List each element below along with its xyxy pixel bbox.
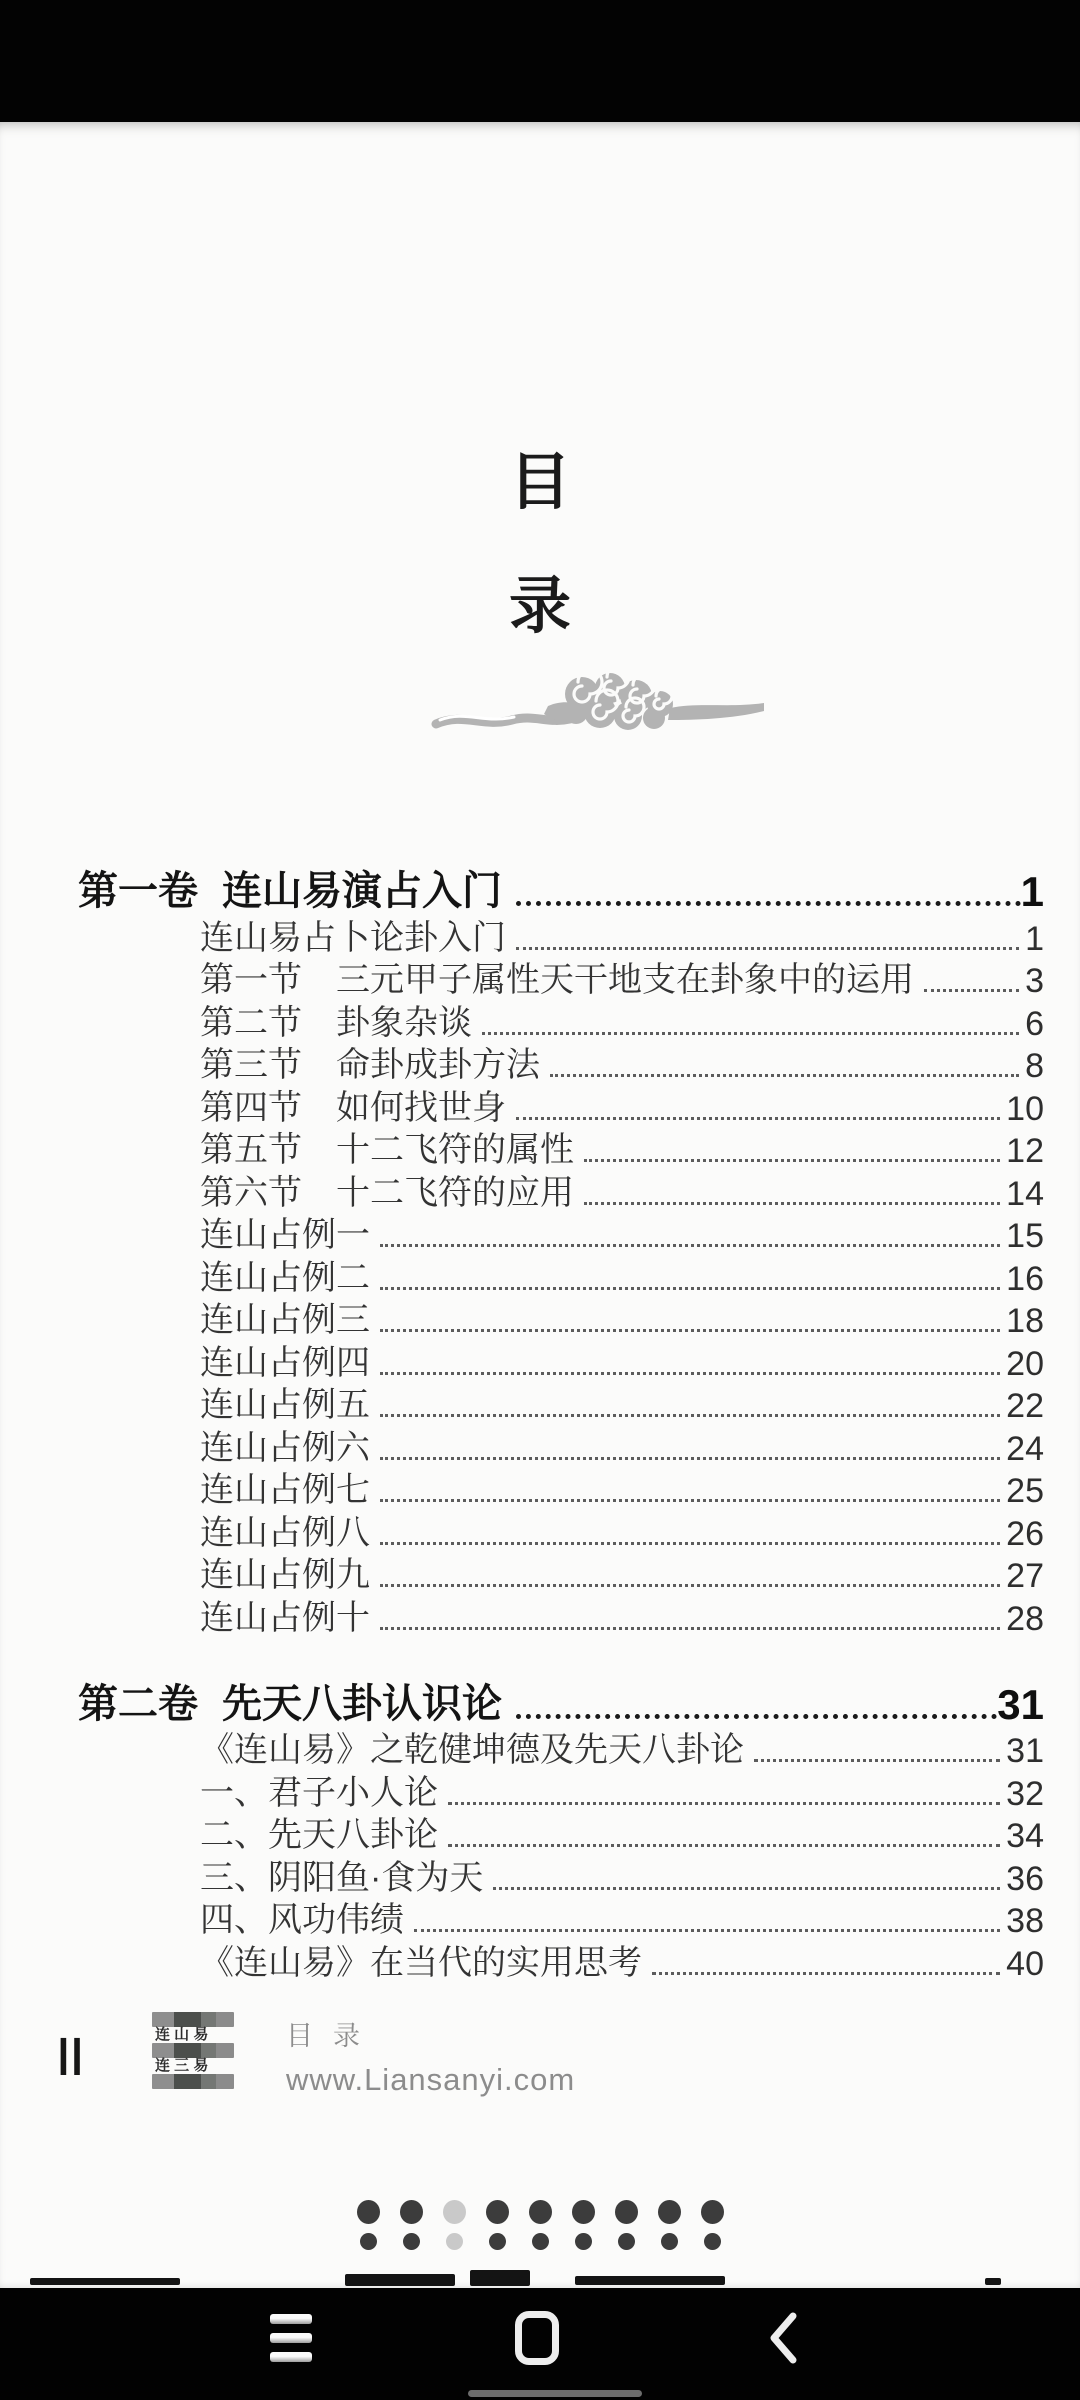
android-nav-bar: [0, 2288, 1080, 2400]
toc-entry-label: 连山占例十: [200, 1598, 370, 1637]
toc-entry-label: 第五节 十二飞符的属性: [200, 1131, 574, 1169]
toc-entry-label: 连山占例三: [200, 1301, 370, 1339]
dot-leader: [584, 1159, 1000, 1162]
dot-leader: [652, 1972, 1000, 1975]
toc-volume-label: 第二卷: [78, 1681, 198, 1726]
page-title-char-1: 目: [508, 448, 571, 517]
page-dot[interactable]: [489, 2233, 506, 2250]
page-dot[interactable]: [704, 2233, 721, 2250]
toc-entry-label: 第二节 卦象杂谈: [200, 1003, 472, 1042]
folio-number: II: [58, 2027, 86, 2087]
page-indicator: [0, 2200, 1080, 2250]
dot-leader: [380, 1329, 1000, 1332]
dot-leader: [380, 1414, 1000, 1417]
toc-page-number: 24: [1006, 1429, 1044, 1468]
toc-page-number: 26: [1006, 1514, 1044, 1553]
page-dot[interactable]: [400, 2200, 423, 2224]
toc-page-number: 10: [1006, 1089, 1044, 1128]
dot-leader: [493, 1887, 1000, 1890]
toc-page-number: 20: [1006, 1344, 1044, 1383]
dot-leader: [924, 989, 1019, 992]
page-dot[interactable]: [658, 2200, 681, 2224]
toc-entry-label: 二、先天八卦论: [200, 1816, 438, 1854]
toc-page-number: 38: [1006, 1902, 1044, 1940]
page-dot[interactable]: [575, 2233, 592, 2250]
toc-page-number: 8: [1025, 1047, 1044, 1085]
home-button[interactable]: [492, 2288, 582, 2388]
toc-entry-label: 第一节 三元甲子属性天干地支在卦象中的运用: [200, 961, 914, 999]
page-footer: [0, 2010, 1080, 2130]
toc-entry-label: 连山易占卜论卦入门: [200, 918, 506, 957]
cloud-ornament-icon: [430, 662, 770, 746]
toc-entry-label: 连山占例九: [200, 1556, 370, 1594]
dot-leader: [414, 1929, 1000, 1932]
home-icon: [515, 2311, 559, 2365]
page-dot[interactable]: [532, 2233, 549, 2250]
toc-page-number: 28: [1006, 1599, 1044, 1638]
toc-page-number: 12: [1006, 1132, 1044, 1170]
page-dot[interactable]: [529, 2200, 552, 2224]
liansanyi-logo-icon: [152, 2012, 234, 2089]
page-dot[interactable]: [403, 2233, 420, 2250]
toc-page-number: 32: [1006, 1774, 1044, 1813]
toc-entry-label: 连山占例八: [200, 1513, 370, 1552]
toc-entry-label: 第六节 十二飞符的应用: [200, 1173, 574, 1212]
toc-entry-row: [78, 1941, 1044, 1984]
dot-leader: [380, 1627, 1000, 1630]
dot-leader: [754, 1759, 1000, 1762]
clipped-text-remnant: [470, 2270, 530, 2286]
dot-leader: [380, 1499, 1000, 1502]
toc-page-number: 22: [1006, 1387, 1044, 1425]
page-dot[interactable]: [661, 2233, 678, 2250]
toc-entry-label: 连山占例七: [200, 1471, 370, 1509]
toc-entry-label: 连山占例一: [200, 1216, 370, 1254]
page-dot[interactable]: [360, 2233, 377, 2250]
toc-entry-label: 一、君子小人论: [200, 1773, 438, 1812]
page-dot[interactable]: [486, 2200, 509, 2224]
page-dot[interactable]: [701, 2200, 724, 2224]
clipped-text-remnant: [30, 2278, 180, 2285]
dot-leader: [584, 1202, 1000, 1205]
toc-entry-label: 《连山易》之乾健坤德及先天八卦论: [200, 1731, 744, 1769]
dot-leader: [516, 1117, 1000, 1120]
toc-entry-label: 《连山易》在当代的实用思考: [200, 1943, 642, 1982]
logo-bar: [152, 2043, 234, 2058]
toc-page-number: 16: [1006, 1259, 1044, 1298]
dot-leader: [380, 1584, 1000, 1587]
toc-entry-label: 第三节 命卦成卦方法: [200, 1046, 540, 1084]
toc-entry-label: 连山占例二: [200, 1258, 370, 1297]
clipped-text-remnant: [575, 2276, 725, 2285]
toc-page-number: 31: [997, 1680, 1044, 1728]
toc-section-title: 连山易演占入门: [222, 869, 502, 913]
home-indicator-bar[interactable]: [468, 2390, 642, 2397]
logo-bar: [152, 2074, 234, 2089]
page-title-char-2: 录: [508, 572, 571, 641]
toc-page-number: 36: [1006, 1859, 1044, 1898]
clipped-text-remnant: [985, 2278, 1001, 2285]
toc-entry-label: 三、阴阳鱼·食为天: [200, 1858, 484, 1897]
top-letterbox: [0, 0, 1080, 122]
toc-page-number: 27: [1006, 1557, 1044, 1595]
page-dot[interactable]: [618, 2233, 635, 2250]
logo-text-line1: 连 山 易: [155, 2026, 209, 2043]
page-dot[interactable]: [357, 2200, 380, 2224]
toc-page-number: 14: [1006, 1174, 1044, 1213]
toc-section-header: [78, 1675, 1044, 1729]
dot-leader: [380, 1372, 1000, 1375]
logo-bar: [152, 2012, 234, 2027]
page-dot[interactable]: [615, 2200, 638, 2224]
dot-leader: [550, 1074, 1019, 1077]
toc-section: [78, 862, 1044, 1639]
logo-text-line2: 连 三 易: [155, 2057, 209, 2074]
toc-page-number: 40: [1006, 1944, 1044, 1983]
page-indicator-row: [360, 2233, 721, 2250]
page-dot[interactable]: [572, 2200, 595, 2224]
toc-page-number: 34: [1006, 1817, 1044, 1855]
toc-section-header: [78, 862, 1044, 916]
scanned-toc-page: [0, 122, 1080, 2288]
dot-leader: [482, 1032, 1019, 1035]
dot-leader: [516, 901, 1021, 906]
toc-entry-label: 第四节 如何找世身: [200, 1088, 506, 1127]
menu-icon: [270, 2314, 312, 2362]
toc-page-number: 1: [1020, 868, 1044, 915]
back-button[interactable]: [740, 2288, 830, 2388]
toc-entry-label: 连山占例六: [200, 1428, 370, 1467]
toc-page-number: 1: [1025, 919, 1044, 958]
dot-leader: [380, 1287, 1000, 1290]
dot-leader: [516, 947, 1019, 950]
toc-entry-label: 四、风功伟绩: [200, 1901, 404, 1939]
dot-leader: [448, 1844, 1000, 1847]
page-indicator-row: [357, 2200, 724, 2224]
toc-entry-row: [78, 1596, 1044, 1639]
toc-volume-label: 第一卷: [78, 869, 198, 913]
toc-page-number: 3: [1025, 962, 1044, 1000]
dot-leader: [380, 1457, 1000, 1460]
toc-page-number: 15: [1006, 1217, 1044, 1255]
dot-leader: [380, 1244, 1000, 1247]
toc-entry-label: 连山占例五: [200, 1386, 370, 1424]
page-dot-active[interactable]: [446, 2233, 463, 2250]
page-dot-active[interactable]: [443, 2200, 466, 2224]
footer-meta: [286, 2014, 575, 2098]
toc-page-number: 18: [1006, 1302, 1044, 1340]
toc-page-number: 6: [1025, 1004, 1044, 1043]
toc-entry-label: 连山占例四: [200, 1343, 370, 1382]
toc-section-title: 先天八卦认识论: [222, 1681, 502, 1726]
toc-section: [78, 1675, 1044, 1984]
dot-leader: [380, 1542, 1000, 1545]
footer-website: www.Liansanyi.com: [286, 2062, 576, 2097]
dot-leader: [448, 1802, 1000, 1805]
toc-page-number: 25: [1006, 1472, 1044, 1510]
toc: [78, 862, 1044, 1984]
toc-page-number: 31: [1006, 1732, 1044, 1770]
back-chevron-icon: [765, 2308, 805, 2368]
clipped-text-remnant: [345, 2274, 455, 2286]
recents-menu-button[interactable]: [246, 2288, 336, 2388]
dot-leader: [516, 1714, 997, 1719]
footer-section-title: 目录: [286, 2021, 380, 2051]
